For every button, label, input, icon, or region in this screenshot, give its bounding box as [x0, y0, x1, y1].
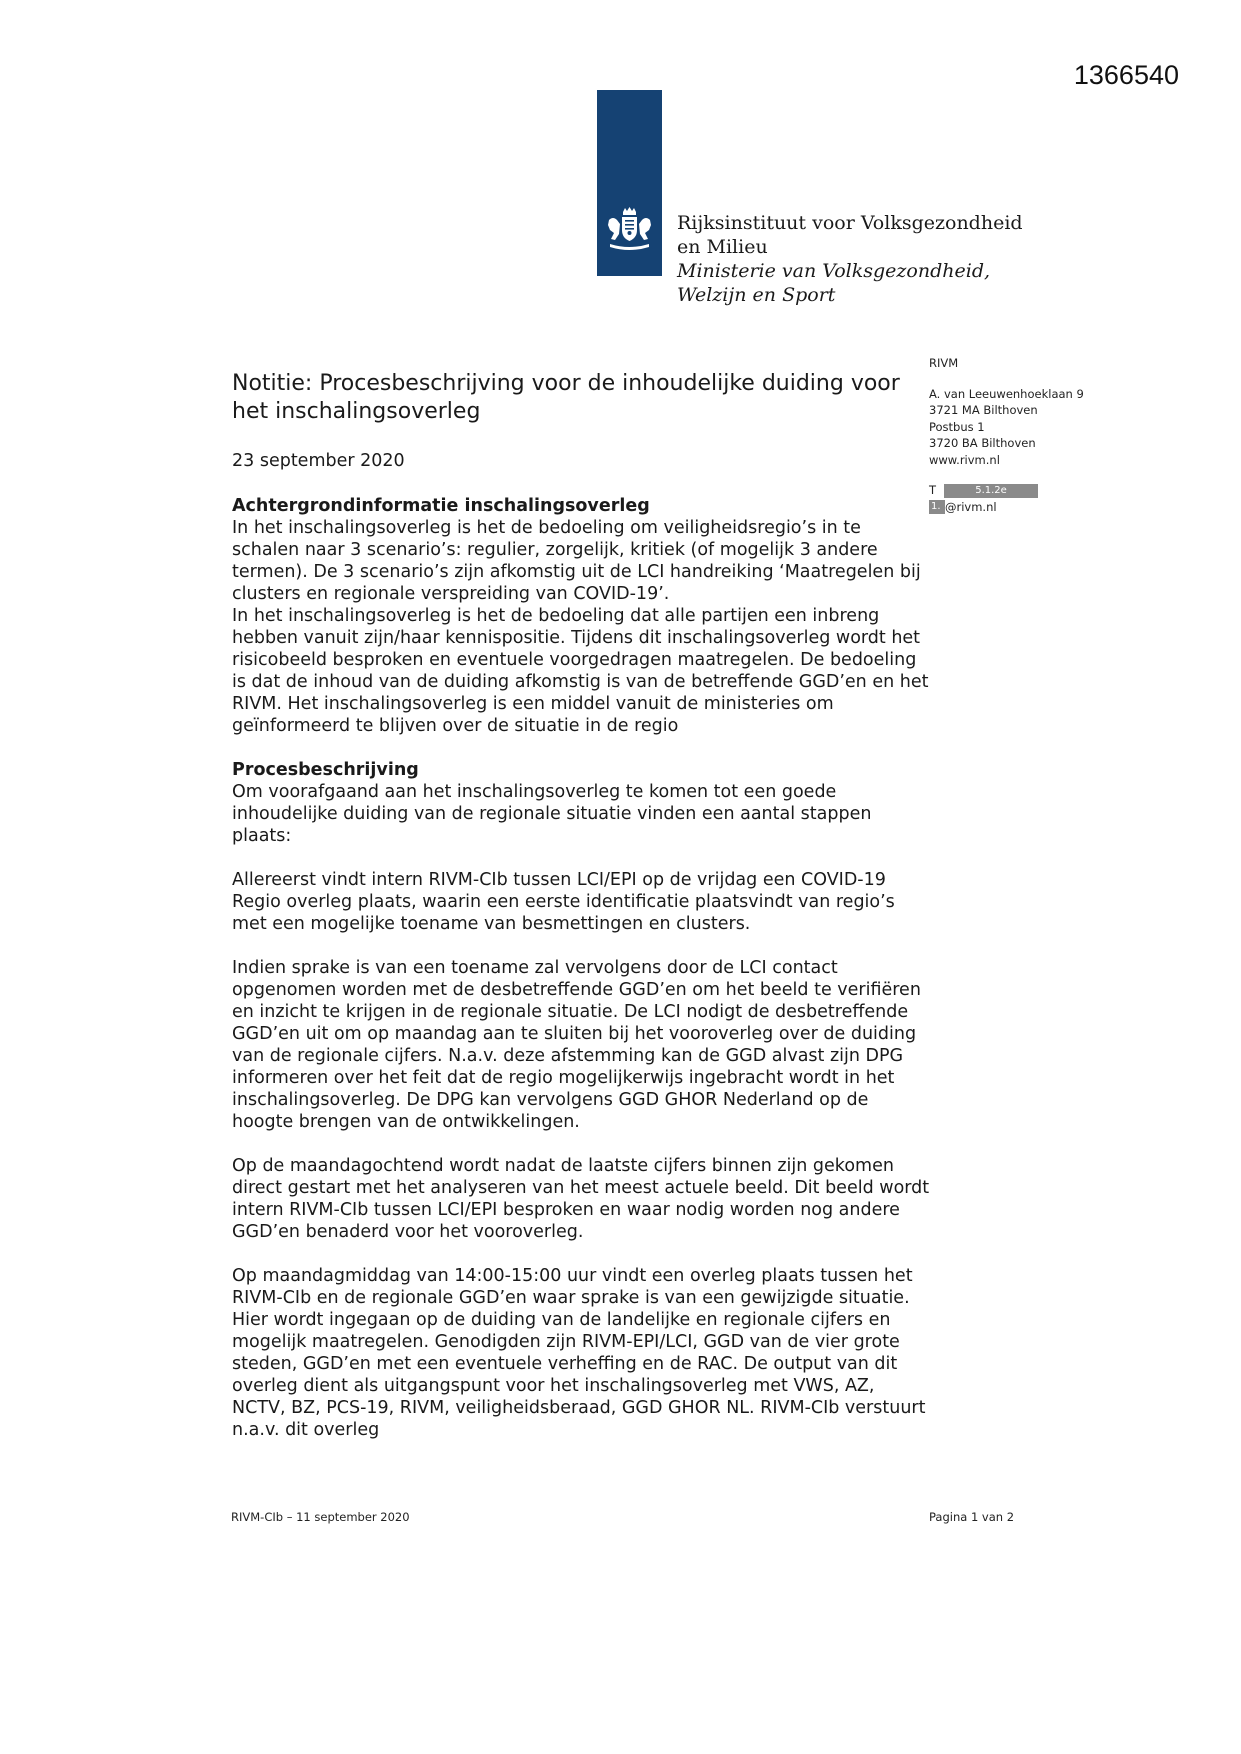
- email-redaction: 1.: [929, 500, 945, 514]
- document-date: 23 september 2020: [232, 451, 405, 471]
- document-number: 1366540: [1073, 60, 1179, 90]
- contact-sidebar: [929, 355, 1084, 515]
- phone-label: T: [929, 483, 937, 497]
- sidebar-email: [929, 499, 1084, 516]
- email-suffix: @rivm.nl: [945, 499, 997, 514]
- sidebar-address2: 3721 MA Bilthoven: [929, 403, 1038, 417]
- logo-bar: [597, 90, 662, 276]
- process-paragraph-1: Om voorafgaand aan het inschalingsoverleg te komen tot een goede inhoudelijke duiding van de regionale situatie vinden een aantal stappen plaats:: [232, 782, 872, 846]
- footer-left: RIVM-CIb – 11 september 2020: [231, 1510, 410, 1524]
- document-body: [232, 495, 932, 1441]
- process-heading: Procesbeschrijving: [232, 760, 419, 780]
- background-paragraph-1: In het inschalingsoverleg is het de bedoeling om veiligheidsregio’s in te schalen naar 3 scenario’s: regulier, zorgelijk, kritiek (of mogelijk 3 andere termen). De 3 scenario’s zijn afkomstig uit de LCI handreiking ‘Maatregelen bij clusters en regionale verspreiding van COVID-19’.: [232, 518, 921, 604]
- process-paragraph-3: Indien sprake is van een toename zal vervolgens door de LCI contact opgenomen worden met de desbetreffende GGD’en om het beeld te verifiëren en inzicht te krijgen in de regionale situatie. De LCI nodigt de desbetreffende GGD’en uit om op maandag aan te sluiten bij het vooroverleg over de duiding van de regionale cijfers. N.a.v. deze afstemming kan de GGD alvast zijn DPG informeren over het feit dat de regio mogelijkerwijs ingebracht wordt in het inschalingsoverleg. De DPG kan vervolgens GGD GHOR Nederland op de hoogte brengen van de ontwikkelingen.: [232, 958, 921, 1132]
- ministry-line1: Ministerie van Volksgezondheid,: [677, 260, 991, 282]
- process-paragraph-4: Op de maandagochtend wordt nadat de laatste cijfers binnen zijn gekomen direct gestart met het analyseren van het meest actuele beeld. Dit beeld wordt intern RIVM-CIb tussen LCI/EPI besproken en waar nodig worden nog andere GGD’en benaderd voor het vooroverleg.: [232, 1156, 930, 1242]
- process-paragraph-5: Op maandagmiddag van 14:00-15:00 uur vindt een overleg plaats tussen het RIVM-CIb en de regionale GGD’en waar sprake is van een gewijzigde situatie. Hier wordt ingegaan op de duiding van de landelijke en regionale cijfers en mogelijk maatregelen. Genodigden zijn RIVM-EPI/LCI, GGD van de vier grote steden, GGD’en met een eventuele verheffing en de RAC. De output van dit overleg dient als uitgangspunt voor het inschalingsoverleg met VWS, AZ, NCTV, BZ, PCS-19, RIVM, veiligheidsberaad, GGD GHOR NL. RIVM-CIb verstuurt n.a.v. dit overleg: [232, 1266, 926, 1440]
- sidebar-phone: [929, 482, 1084, 499]
- sidebar-postcode: 3720 BA Bilthoven: [929, 436, 1036, 450]
- coat-of-arms-icon: [605, 206, 654, 252]
- ministry-line2: Welzijn en Sport: [677, 284, 836, 306]
- org-name-line2: en Milieu: [677, 236, 768, 258]
- page-number: Pagina 1 van 2: [929, 1510, 1015, 1524]
- background-paragraph-2: In het inschalingsoverleg is het de bedoeling dat alle partijen een inbreng hebben vanuit zijn/haar kennispositie. Tijdens dit inschalingsoverleg wordt het risicobeeld besproken en eventuele voorgedragen maatregelen. De bedoeling is dat de inhoud van de duiding afkomstig is van de betreffende GGD’en en het RIVM. Het inschalingsoverleg is een middel vanuit de ministeries om geïnformeerd te blijven over de situatie in de regio: [232, 606, 929, 736]
- sidebar-website[interactable]: www.rivm.nl: [929, 452, 1000, 467]
- org-name-line1: Rijksinstituut voor Volksgezondheid: [677, 212, 1023, 234]
- process-paragraph-2: Allereerst vindt intern RIVM-CIb tussen LCI/EPI op de vrijdag een COVID-19 Regio overleg plaats, waarin een eerste identificatie plaatsvindt van regio’s met een mogelijke toename van besmettingen en clusters.: [232, 870, 895, 934]
- document-title: Notitie: Procesbeschrijving voor de inhoudelijke duiding voor het inschalingsoverleg: [232, 371, 900, 424]
- sidebar-postbus: Postbus 1: [929, 419, 985, 434]
- phone-redaction: 5.1.2e: [944, 484, 1038, 498]
- sidebar-address1: A. van Leeuwenhoeklaan 9: [929, 386, 1084, 401]
- sidebar-org: RIVM: [929, 356, 959, 370]
- organization-block: [677, 211, 1023, 307]
- background-heading: Achtergrondinformatie inschalingsoverleg: [232, 496, 650, 516]
